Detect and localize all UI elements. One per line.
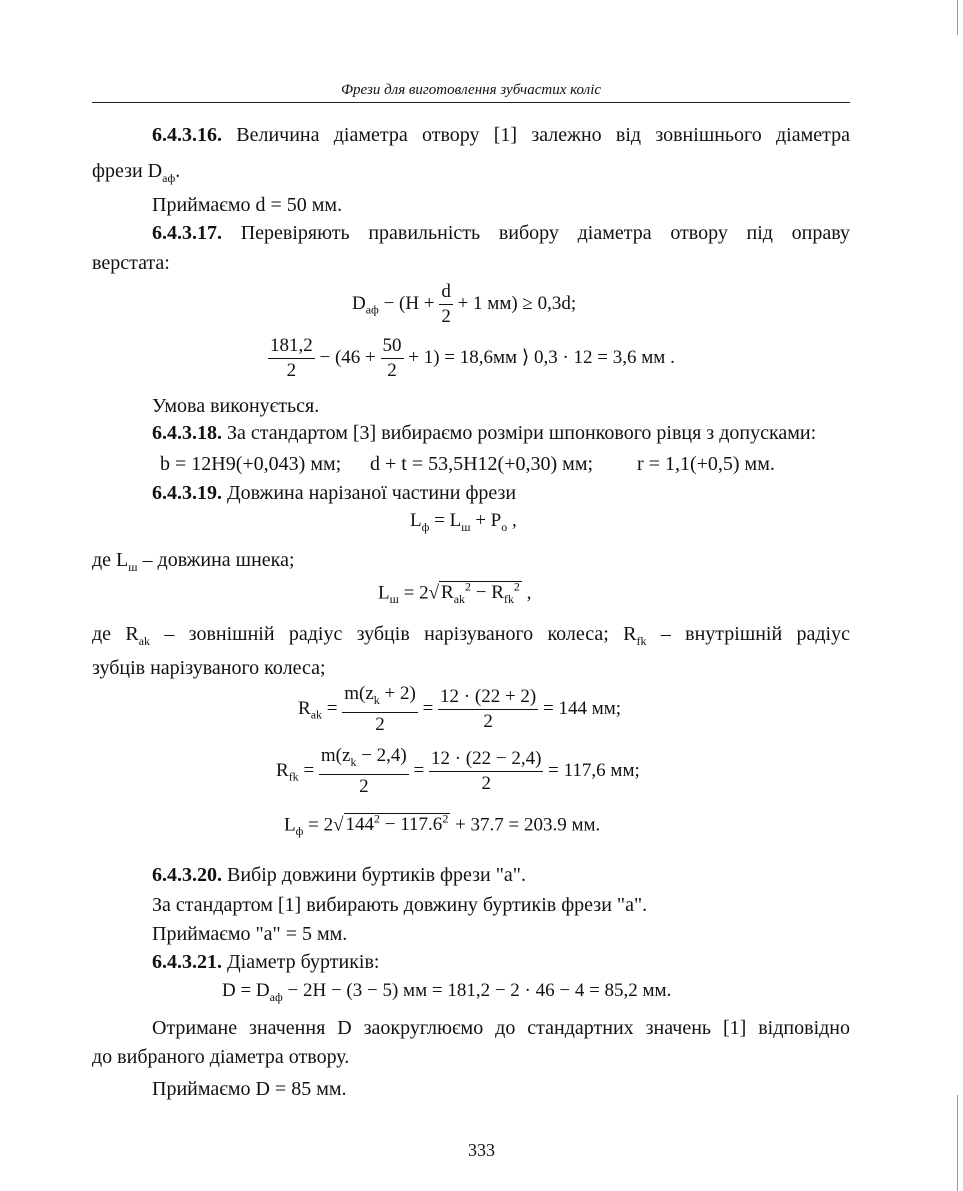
equation-lf-def: $L_ф = L_ш + P_о$ ,	[410, 510, 517, 534]
section-18-text: За стандартом [3] вибираємо розміри шпонкового рівця з допусками:	[227, 422, 817, 444]
equation-d: $D = D_{аф} - 2H - (3 - 5)$ мм = 181,2 − 2 · 46 − 4 = 85,2 мм.	[222, 980, 672, 1004]
equation-lf-result: $L_ф = 2√$ $144^2 - 117.6^2 + 37.7 = 203.9$ мм.	[284, 812, 601, 839]
equation-rfk: $R_{fk}$ = $\frac{m(z_k - 2,4)}{2}$ = $\frac{12 \cdot (22 - 2,4)}{2}$ = 117,6 мм;	[276, 745, 640, 797]
accept-dd: Приймаємо D = 85 мм.	[152, 1078, 347, 1100]
section-17-line2: верстата:	[92, 252, 170, 274]
section-16-text: Величина діаметра отвору [1] залежно від зовнішнього діаметра	[236, 124, 850, 146]
where-radii-line2: зубців нарізуваного колеса;	[92, 657, 326, 679]
section-16-text2: фрези D	[92, 160, 163, 182]
tolerance-r: r = 1,1(+0,5) мм.	[637, 453, 775, 475]
section-16-tail: .	[175, 160, 181, 182]
accept-d: Приймаємо d = 50 мм.	[152, 194, 343, 216]
section-17-number: 6.4.3.17.	[152, 222, 222, 244]
section-16-number: 6.4.3.16.	[152, 124, 222, 146]
section-21-line1	[152, 948, 379, 976]
section-20-line2: За стандартом [1] вибирають довжину буртиків фрези "a".	[152, 894, 648, 916]
section-16-line1	[92, 121, 850, 149]
section-21-text: Діаметр буртиків:	[227, 951, 380, 973]
page-number: 333	[468, 1140, 495, 1160]
equation-lsh: $L_ш = 2√$ $R_{ak}^2 - R_{fk}^2$ ,	[378, 580, 532, 607]
tolerance-dt: d + t = 53,5H12(+0,30) мм;	[370, 453, 594, 475]
section-21-number: 6.4.3.21.	[152, 951, 222, 973]
section-17-line1	[92, 219, 850, 247]
equation-17-2: $\frac{181,2}{2}$ − (46 + $\frac{50}{2}$ + 1) = 18,6мм ⟩ 0,3 · 12 = 3,6 мм .	[270, 335, 675, 381]
section-21-para2: до вибраного діаметра отвору.	[92, 1046, 350, 1068]
section-16-line2	[92, 157, 180, 192]
section-20-line1	[152, 861, 526, 889]
section-20-text: Вибір довжини буртиків фрези "a".	[227, 864, 526, 886]
where-lsh: де $L_ш$ – довжина шнека;	[92, 549, 295, 574]
condition-text: Умова виконується.	[152, 395, 320, 417]
section-17-text: Перевіряють правильність вибору діаметра отвору під оправу	[240, 222, 851, 244]
equation-17-1: $D_{аф} - (H$ + $\frac{d}{2}$ + 1 мм) ≥ 0,3d;	[352, 281, 577, 327]
section-20-number: 6.4.3.20.	[152, 864, 222, 886]
tolerance-b: b = 12H9(+0,043) мм;	[160, 453, 342, 475]
section-18-line1	[152, 419, 816, 447]
where-radii-line1: де $R_{ak}$ – зовнішній радіус зубців нарізуваного колеса; $R_{fk}$ – внутрішній радіус	[92, 623, 850, 648]
scan-edge-top	[957, 0, 958, 35]
scan-edge-bottom	[957, 1095, 958, 1191]
section-19-text: Довжина нарізаної частини фрези	[227, 482, 517, 504]
running-header: Фрези для виготовлення зубчастих коліс	[340, 82, 602, 98]
section-19-line1	[152, 479, 516, 507]
equation-rak: $R_{ak}$ = $\frac{m(z_k + 2)}{2}$ = $\frac{12 \cdot (22 + 2)}{2}$ = 144 мм;	[298, 683, 622, 735]
section-16-sub: аф	[162, 171, 176, 185]
section-20-line3: Приймаємо "a" = 5 мм.	[152, 923, 348, 945]
header-rule	[92, 102, 850, 103]
section-18-number: 6.4.3.18.	[152, 422, 222, 444]
section-19-number: 6.4.3.19.	[152, 482, 222, 504]
section-21-para: Отримане значення D заокруглюємо до стандартних значень [1] відповідно	[152, 1017, 850, 1039]
